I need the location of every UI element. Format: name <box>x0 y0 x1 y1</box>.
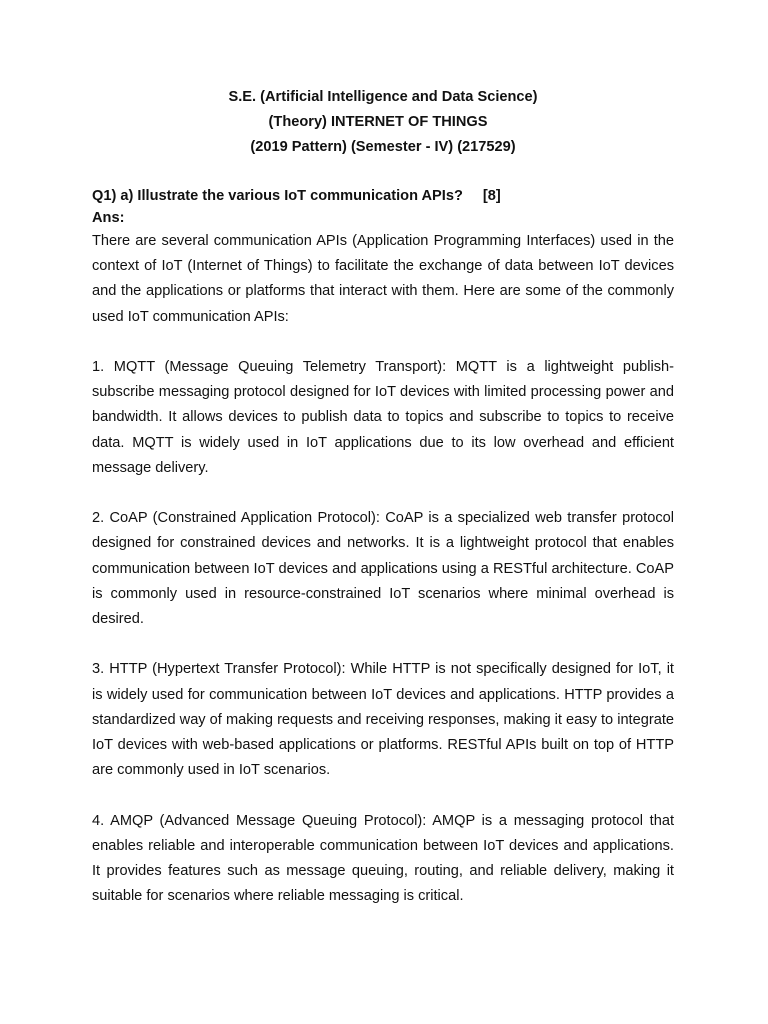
api-item-mqtt: 1. MQTT (Message Queuing Telemetry Transport): MQTT is a lightweight publish-subscribe messaging protocol designed for IoT devices with limited processing power and bandwidth. It allows devices to publish data to topics and subscribe to topics to receive data. MQTT is widely used in IoT applications due to its low overhead and efficient message delivery. <box>92 359 674 476</box>
question-line <box>92 185 674 207</box>
answer-label: Ans: <box>92 210 125 226</box>
api-item-amqp: 4. AMQP (Advanced Message Queuing Protocol): AMQP is a messaging protocol that enables reliable and interoperable communication between IoT devices and applications. It provides features such as message queuing, routing, and reliable delivery, making it suitable for scenarios where reliable messaging is critical. <box>92 812 674 905</box>
api-item-http: 3. HTTP (Hypertext Transfer Protocol): While HTTP is not specifically designed for IoT, it is widely used for communication between IoT devices and applications. HTTP provides a standardized way of making requests and receiving responses, making it easy to integrate IoT devices with web-based applications or platforms. RESTful APIs built on top of HTTP are commonly used in IoT scenarios. <box>92 661 674 779</box>
question-marks: [8] <box>482 188 501 204</box>
course-title: S.E. (Artificial Intelligence and Data Science) <box>228 89 538 105</box>
document-page <box>92 86 674 909</box>
api-item-coap: 2. CoAP (Constrained Application Protocol): CoAP is a specialized web transfer protocol designed for constrained devices and networks. It is a lightweight protocol that enables communication between IoT devices and applications using a RESTful architecture. CoAP is commonly used in resource-constrained IoT scenarios where minimal overhead is desired. <box>92 510 674 628</box>
subject-title: (Theory) INTERNET OF THINGS <box>268 114 488 130</box>
answer-intro-paragraph: There are several communication APIs (Application Programming Interfaces) used in the context of IoT (Internet of Things) to facilitate the exchange of data between IoT devices and the applications or platforms that interact with them. Here are some of the commonly used IoT communication APIs: <box>92 233 674 325</box>
question-text: Q1) a) Illustrate the various IoT communication APIs? <box>92 188 463 204</box>
pattern-semester-code: (2019 Pattern) (Semester - IV) (217529) <box>250 139 516 155</box>
